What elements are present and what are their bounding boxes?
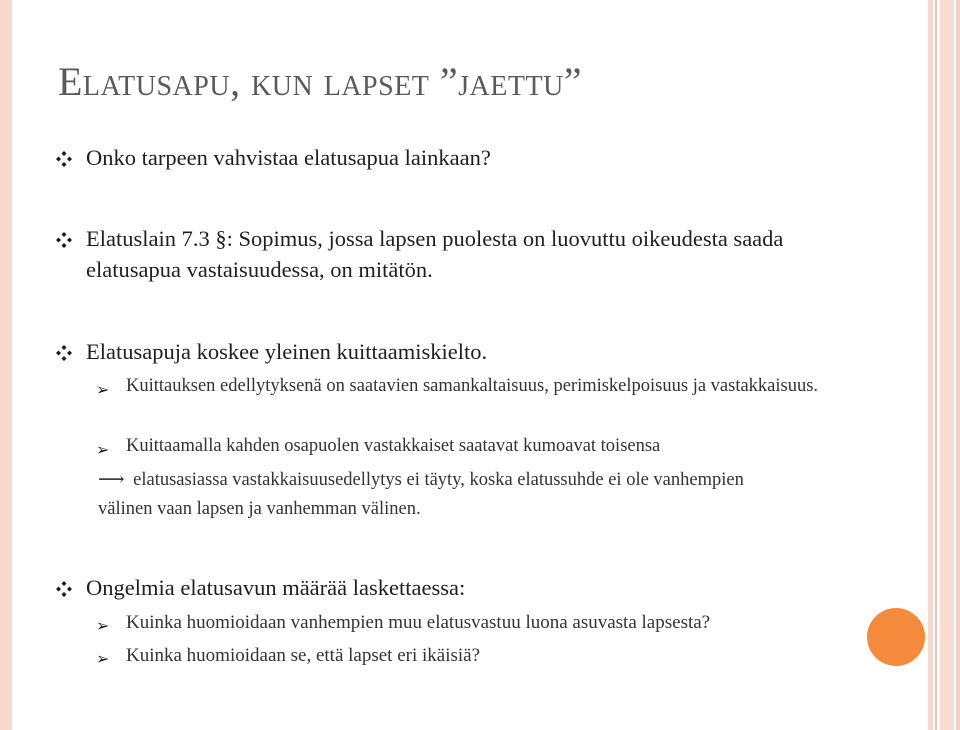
sub-bullet-item (96, 642, 896, 669)
continuation-body: elatusasiassa vastakkaisuusedellytys ei täyty, koska elatussuhde ei ole vanhempien välinen vaan lapsen ja vanhemman välinen. (98, 470, 744, 519)
right-decor-stripe (940, 0, 954, 730)
arrowhead-bullet-icon: ➢ (96, 382, 110, 399)
diamond-quad-bullet-icon (56, 232, 72, 248)
diamond-quad-bullet-icon (56, 345, 72, 361)
bullet-text: Onko tarpeen vahvistaa elatusapua lainkaan? (86, 145, 491, 170)
right-decor-stripe (956, 0, 960, 730)
sub-bullet-text: Kuinka huomioidaan se, että lapset eri ikäisiä? (126, 645, 481, 666)
decorative-orange-circle (867, 608, 925, 666)
continuation-text (98, 466, 768, 524)
diamond-quad-bullet-icon (56, 581, 72, 597)
slide-title: Elatusapu, kun lapset ”jaettu” (58, 59, 583, 104)
arrowhead-bullet-icon: ➢ (96, 442, 110, 459)
right-decor-stripe (935, 0, 937, 730)
bullet-text: Elatuslain 7.3 §: Sopimus, jossa lapsen puolesta on luovuttu oikeudesta saada elatusapua vastaisuudessa, on mitätön. (86, 226, 784, 282)
right-decor-stripe (928, 0, 933, 730)
sub-bullet-text: Kuinka huomioidaan vanhempien muu elatusvastuu luona asuvasta lapsesta? (126, 612, 711, 633)
arrowhead-bullet-icon: ➢ (96, 618, 110, 635)
diamond-quad-bullet-icon (56, 151, 72, 167)
sub-bullet-text: Kuittaamalla kahden osapuolen vastakkaiset saatavat kumoavat toisensa (126, 436, 661, 456)
bullet-item (56, 336, 896, 367)
sub-bullet-text: Kuittauksen edellytyksenä on saatavien samankaltaisuus, perimiskelpoisuus ja vastakkaisuus. (126, 376, 819, 396)
arrowhead-bullet-icon: ➢ (96, 651, 110, 668)
bullet-text: Elatusapuja koskee yleinen kuittaamiskielto. (86, 339, 488, 364)
bullet-item (56, 142, 896, 173)
bullet-item (56, 572, 896, 603)
left-decor-stripe (0, 0, 12, 730)
bullet-item (56, 223, 846, 285)
right-arrow-icon: ⟶ (98, 470, 125, 490)
bullet-text: Ongelmia elatusavun määrää laskettaessa: (86, 575, 466, 600)
sub-bullet-item (96, 373, 826, 400)
sub-bullet-item (96, 433, 896, 460)
sub-bullet-item (96, 609, 896, 636)
